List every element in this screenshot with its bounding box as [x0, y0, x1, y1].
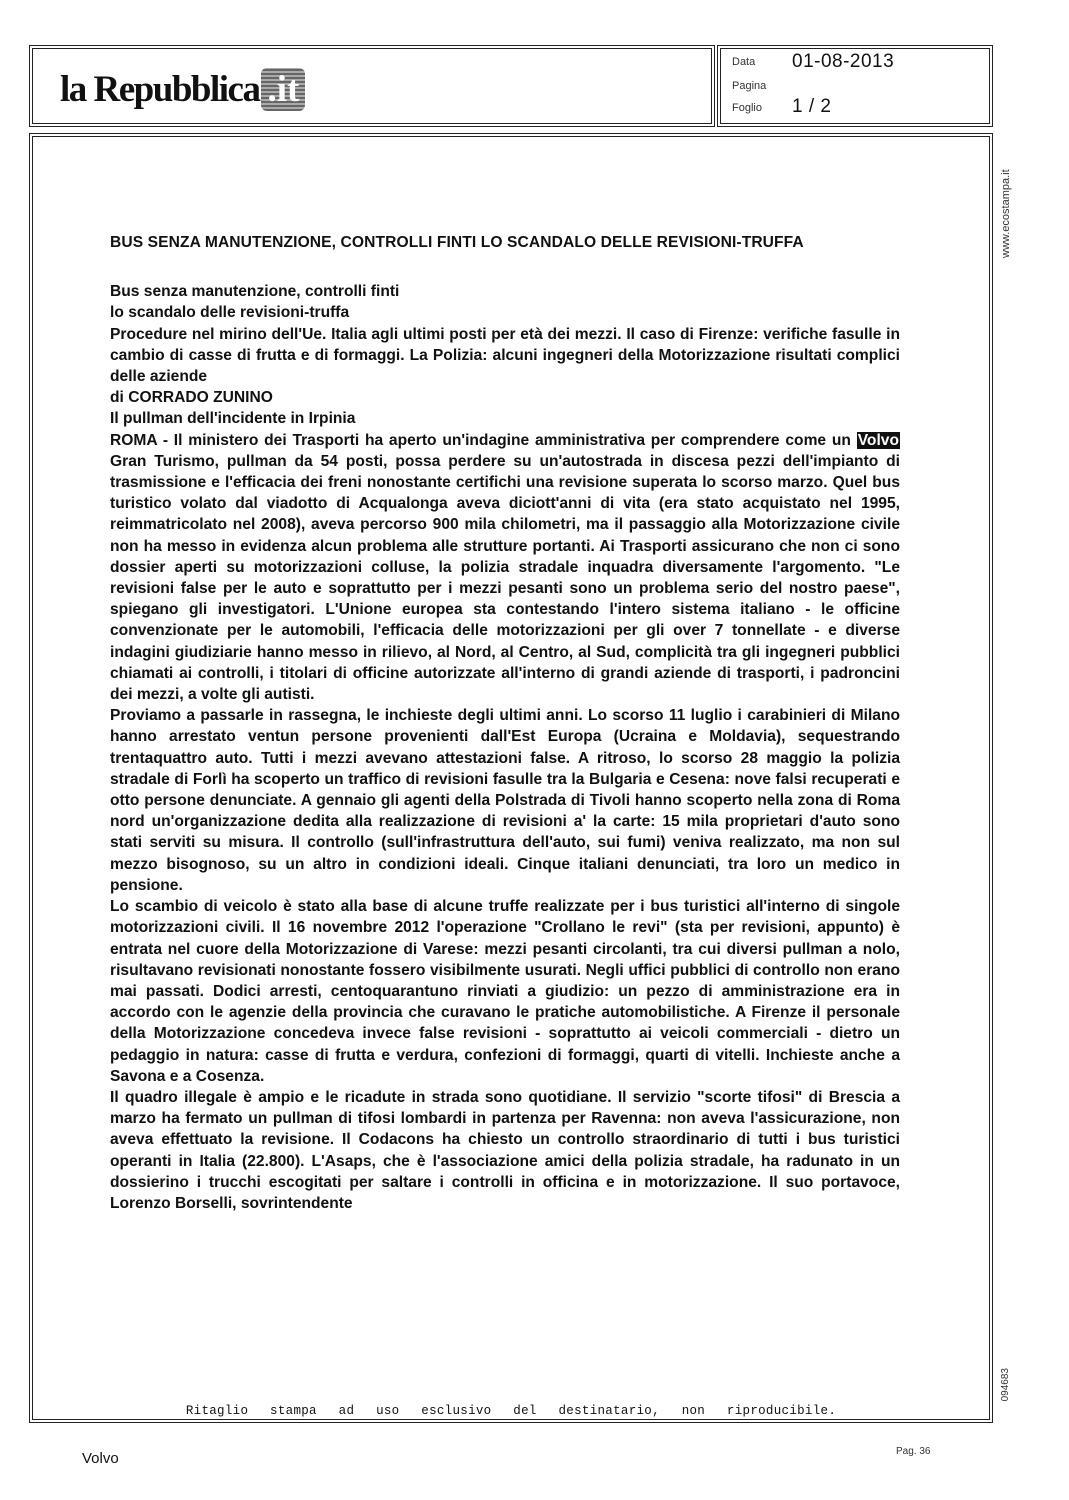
article-summary: Procedure nel mirino dell'Ue. Italia agli ultimi posti per età dei mezzi. Il caso di Firenze: verifiche fasulle in cambio di casse di frutta e di formaggi. La Polizia: alcuni ingegneri della Motorizzazione risultati complici delle aziende — [110, 325, 900, 386]
article-title-line-2: lo scandalo delle revisioni-truffa — [110, 304, 350, 322]
clipping-header — [29, 45, 993, 131]
date-value: 01-08-2013 — [792, 51, 895, 72]
article-headline: BUS SENZA MANUTENZIONE, CONTROLLI FINTI LO SCANDALO DELLE REVISIONI-TRUFFA — [110, 234, 804, 251]
side-url: www.ecostampa.it — [1000, 169, 1012, 258]
page-label: Pagina — [732, 80, 767, 92]
paragraph-1-start: ROMA - Il ministero dei Trasporti ha aperto un'indagine amministrativa per comprendere come un — [110, 431, 857, 449]
date-label: Data — [732, 56, 756, 68]
paragraph-1-rest: Gran Turismo, pullman da 54 posti, possa perdere su un'autostrada in discesa pezzi dell'impianto di trasmissione e l'efficacia dei freni nonostante certifichi una revisione superata lo scorso marzo. Quel bus turistico volato dal viadotto di Acqualonga aveva diciott'anni di vita (era stato acquistato nel 1995, reimmatricolato nel 2008), aveva percorso 900 mila chilometri, ma il passaggio alla Motorizzazione civile non ha messo in evidenza alcun problema alle strutture portanti. Ai Trasporti assicurano che non ci sono dossier aperti su motorizzazioni colluse, la polizia stradale inquadra diversamente l'argomento. "Le revisioni false per le auto e soprattutto per i mezzi pesanti sono un problema serio del nostro paese", spiegano gli investigatori. L'Unione europea sta contestando l'intero sistema italiano - le officine convenzionate per le automobili, l'efficacia delle motorizzazioni per gli over 7 tonnellate - e diverse indagini giudiziarie hanno messo in rilievo, al Nord, al Centro, al Sud, complicità tra gli ingegneri pubblici chiamati ai controlli, i titolari di officine autorizzate all'interno di grandi aziende di trasporti, i padroncini dei mezzi, a volte gli autisti. — [110, 452, 900, 704]
sheet-label: Foglio — [732, 102, 762, 114]
keyword-highlight: Volvo — [857, 431, 899, 449]
page-number: Pag. 36 — [896, 1446, 931, 1457]
article-caption: Il pullman dell'incidente in Irpinia — [110, 410, 356, 428]
article-paragraph-3: Lo scambio di veicolo è stato alla base di alcune truffe realizzate per i bus turistici all'interno di singole motorizzazioni civili. Il 16 novembre 2012 l'operazione "Crollano le revi" (sta per revisioni, appunto) è entrata nel cuore della Motorizzazione di Varese: mezzi pesanti circolanti, tra cui diversi pullman a nolo, risultavano revisionati nonostante fossero visibilmente usurati. Negli uffici pubblici di controllo non erano mai passati. Dodici arresti, centoquarantuno rinviati a giudizio: un pezzo di amministrazione era in accordo con le agenzie della provincia che curavano le pratiche automobilistiche. A Firenze il personale della Motorizzazione concedeva invece false revisioni - soprattutto ai veicoli commerciali - dietro un pedaggio in natura: casse di frutta e verdura, confezioni di formaggi, quarti di vitelli. Inchieste anche a Savona e a Cosenza. — [110, 898, 900, 1085]
sheet-value: 1 / 2 — [792, 96, 832, 117]
article-paragraph-2: Proviamo a passarle in rassegna, le inchieste degli ultimi anni. Lo scorso 11 luglio i carabinieri di Milano hanno arrestato ventun persone provenienti dall'Est Europa (Ucraina e Moldavia), sequestrando trentaquattro auto. Tutti i mezzi avevano attestazioni false. A ritroso, lo scorso 28 maggio la polizia stradale di Forlì ha scoperto un traffico di revisioni fasulle tra la Bulgaria e Cesena: nove falsi recuperati e otto persone denunciate. A gennaio gli agenti della Polstrada di Tivoli hanno scoperto nella zona di Roma nord un'organizzazione dedita alla realizzazione di revisioni a' la carte: 15 mila proprietari d'auto sono stati serviti su misura. Il controllo (sull'infrastruttura dell'auto, sui fumi) veniva realizzato, ma non sul mezzo bisognoso, su un altro in condizioni ideali. Cinque italiani denunciati, tra loro un medico in pensione. — [110, 707, 900, 894]
masthead-box — [29, 45, 715, 127]
newspaper-logo — [60, 68, 305, 111]
article-body — [110, 324, 900, 1215]
article — [110, 232, 900, 1214]
side-code: 094683 — [1000, 1368, 1011, 1402]
article-paragraph-1 — [110, 430, 900, 706]
logo-suffix: .it — [261, 68, 305, 111]
copyright-notice: Ritaglio stampa ad uso esclusivo del destinatario, non riproducibile. — [185, 1404, 837, 1418]
clipping-tag: Volvo — [82, 1450, 119, 1467]
clipping-meta-box — [717, 45, 993, 127]
article-byline: di CORRADO ZUNINO — [110, 389, 273, 407]
logo-text: la Repubblica — [60, 69, 260, 110]
article-title-line-1: Bus senza manutenzione, controlli finti — [110, 283, 400, 301]
article-paragraph-4: Il quadro illegale è ampio e le ricadute in strada sono quotidiane. Il servizio "scorte tifosi" di Brescia a marzo ha fermato un pullman di tifosi lombardi in partenza per Ravenna: non aveva l'assicurazione, non aveva effettuato la revisione. Il Codacons ha chiesto un controllo straordinario di tutti i bus turistici operanti in Italia (22.800). L'Asaps, che è l'associazione amici della polizia stradale, ha radunato in un dossierino i trucchi escogitati per saltare i controlli in officina e in motorizzazione. Il suo portavoce, Lorenzo Borselli, sovrintendente — [110, 1088, 900, 1212]
